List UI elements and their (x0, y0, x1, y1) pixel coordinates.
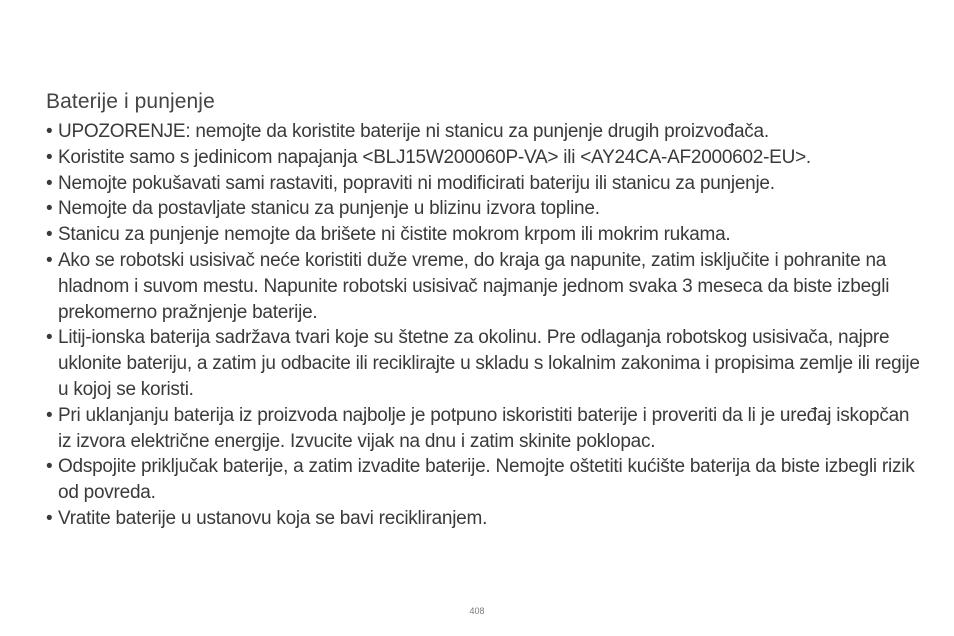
list-item: • Stanicu za punjenje nemojte da brišete ni čistite mokrom krpom ili mokrim rukama. (46, 222, 926, 248)
list-item: • Litij-ionska baterija sadržava tvari koje su štetne za okolinu. Pre odlaganja robotskog usisivača, najpre uklonite bateriju, a zatim ju odbacite ili reciklirajte u skladu s lokalnim zakonima i propisima zemlje ili regije u kojoj se koristi. (46, 325, 926, 402)
warning-list (46, 119, 926, 532)
list-item: • Koristite samo s jedinicom napajanja <BLJ15W200060P-VA> ili <AY24CA-AF2000602-EU>. (46, 145, 926, 171)
battery-section (46, 88, 926, 532)
page-number: 408 (469, 606, 485, 616)
list-item: • Nemojte da postavljate stanicu za punjenje u blizinu izvora topline. (46, 196, 926, 222)
list-item: • Vratite baterije u ustanovu koja se bavi recikliranjem. (46, 506, 926, 532)
list-item: • UPOZORENJE: nemojte da koristite baterije ni stanicu za punjenje drugih proizvođača. (46, 119, 926, 145)
section-title: Baterije i punjenje (46, 90, 215, 113)
list-item: • Odspojite priključak baterije, a zatim izvadite baterije. Nemojte oštetiti kućište baterija da biste izbegli rizik od povreda. (46, 454, 926, 506)
list-item: • Pri uklanjanju baterija iz proizvoda najbolje je potpuno iskoristiti baterije i proveriti da li je uređaj iskopčan iz izvora električne energije. Izvucite vijak na dnu i zatim skinite poklopac. (46, 403, 926, 455)
list-item: • Ako se robotski usisivač neće koristiti duže vreme, do kraja ga napunite, zatim isključite i pohranite na hladnom i suvom mestu. Napunite robotski usisivač najmanje jednom svaka 3 meseca da biste izbegli prekomerno pražnjenje baterije. (46, 248, 926, 325)
list-item: • Nemojte pokušavati sami rastaviti, popraviti ni modificirati bateriju ili stanicu za punjenje. (46, 171, 926, 197)
